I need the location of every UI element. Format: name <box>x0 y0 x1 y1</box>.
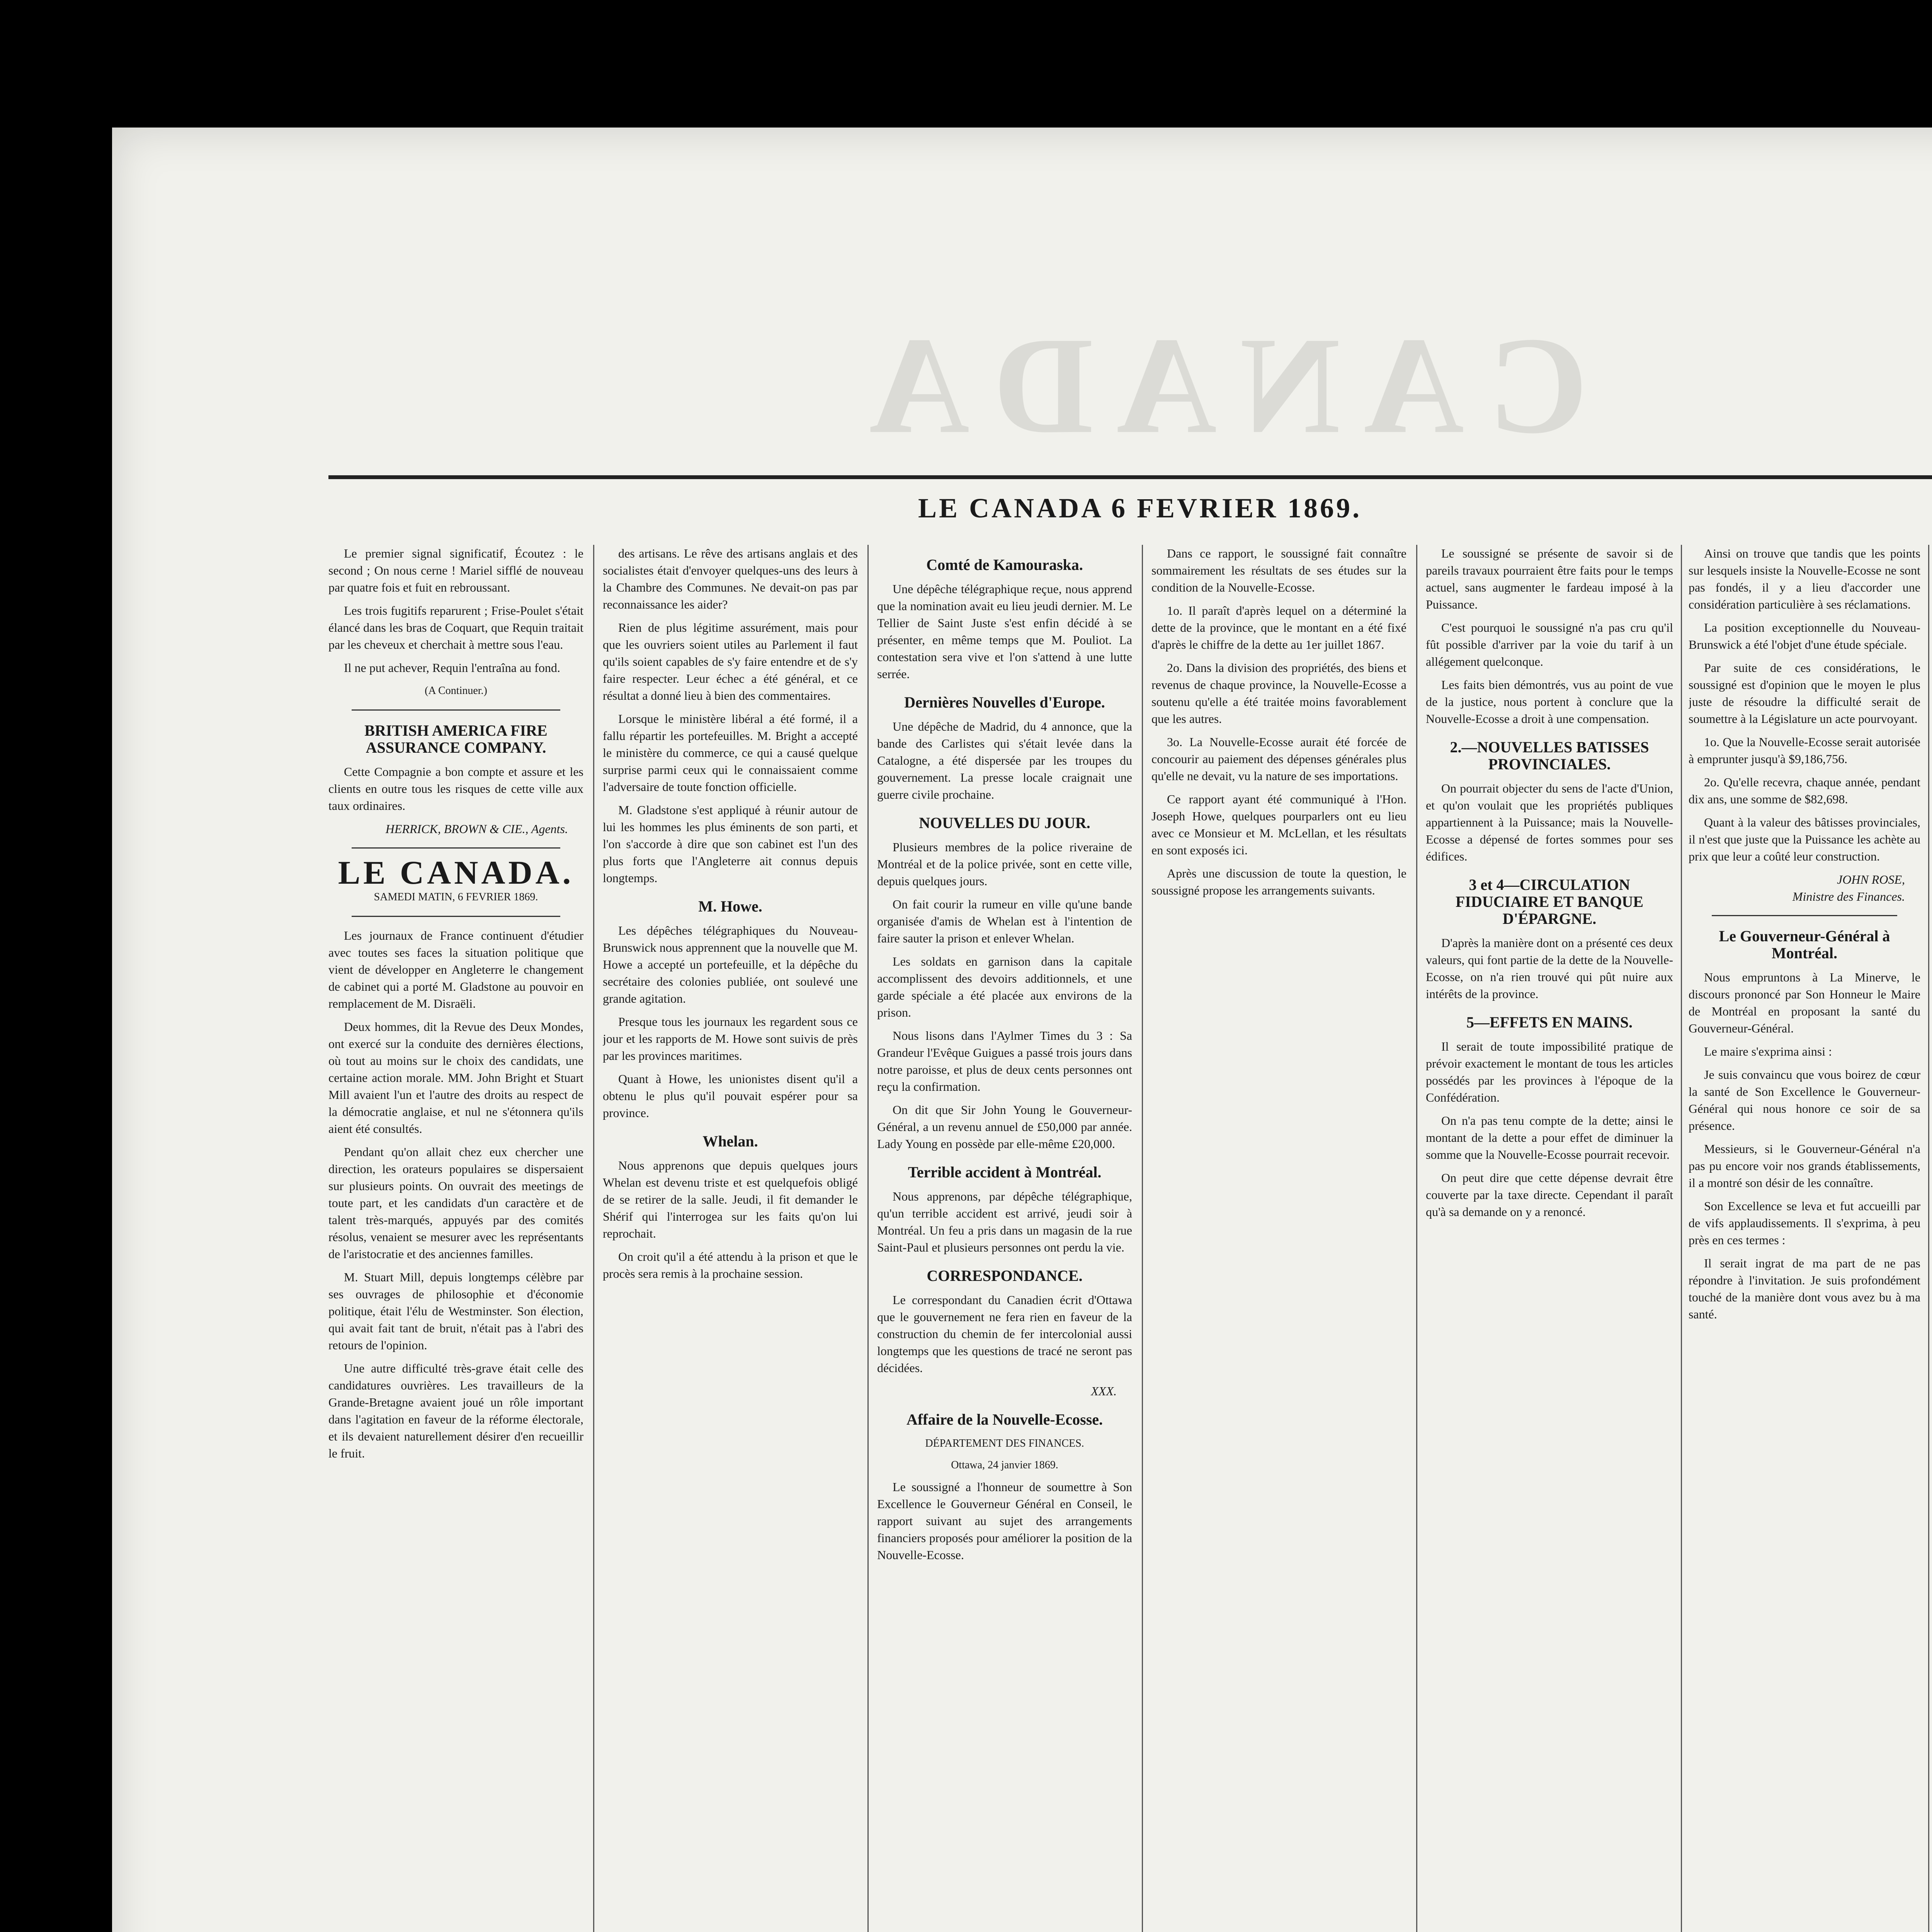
column-rule <box>593 545 594 1932</box>
paragraph: Les soldats en garnison dans la capitale accomplissent des devoirs additionnels, et une garde spéciale a été placée aux environs de la prison. <box>877 954 1132 1019</box>
paragraph: Une dépêche de Madrid, du 4 annonce, que la bande des Carlistes qui s'était levée dans la Catalogne, a été dispersée par les troupes du gouvernement. La presse locale craignait une guerre civile prochaine. <box>877 719 1132 801</box>
paragraph: On n'a pas tenu compte de la dette; ainsi le montant de la dette a pour effet de diminuer la somme que la Nouvelle-Ecosse pourrait recevoir. <box>1426 1114 1673 1162</box>
section-heading: NOUVELLES DU JOUR. <box>919 814 1090 832</box>
paragraph: Ce rapport ayant été communiqué à l'Hon. Joseph Howe, quelques pourparlers ont eu lieu avec ce Monsieur et M. McLellan, et les résultats en sont exposés ici. <box>1151 792 1406 857</box>
paragraph: Le premier signal significatif, Écoutez : le second ; On nous cerne ! Mariel sifflé de nouveau par quatre fois et fuit en rebroussant. <box>328 546 583 594</box>
paragraph: Je suis convaincu que vous boirez de cœur la santé de Son Excellence le Gouverneur-Général qui nous honore ce soir de sa présence. <box>1689 1068 1920 1133</box>
column-3 <box>877 545 1132 1932</box>
paragraph: 2o. Dans la division des propriétés, des biens et revenus de chaque province, la Nouvelle-Ecosse a soutenu qu'elle a été traitée moins favorablement que les autres. <box>1151 661 1406 726</box>
paragraph: Son Excellence se leva et fut accueilli par de vifs applaudissements. Il s'exprima, à peu près en ces termes : <box>1689 1199 1920 1247</box>
paragraph: M. Gladstone s'est appliqué à réunir autour de lui les hommes les plus éminents de son parti, et l'on s'accorde à dire que son cabinet est l'un des plus forts que l'Angleterre ait connus depuis longtemps. <box>603 803 858 885</box>
column-rule <box>1142 545 1143 1932</box>
paragraph: C'est pourquoi le soussigné n'a pas cru qu'il fût possible d'arriver par la voie du tarif à un allégement quelconque. <box>1426 621 1673 668</box>
paragraph: Le soussigné se présente de savoir si de pareils travaux pourraient être faits pour le temps actuel, sans augmenter le fardeau imposé à la Puissance. <box>1426 546 1673 611</box>
newspaper-page <box>112 128 1932 1932</box>
paragraph: Ainsi on trouve que tandis que les points sur lesquels insiste la Nouvelle-Ecosse ne sont pas fondés, il y a lieu d'accorder une considération particulière à ses réclamations. <box>1689 546 1920 611</box>
section-heading: 5—EFFETS EN MAINS. <box>1466 1014 1633 1031</box>
ad-signature: HERRICK, BROWN & CIE., Agents. <box>385 822 568 836</box>
paragraph: Les faits bien démontrés, vus au point de vue de la justice, nous portent à conclure que la Nouvelle-Ecosse a droit à une compensation. <box>1426 678 1673 726</box>
paragraph: Lorsque le ministère libéral a été formé, il a fallu répartir les portefeuilles. M. Bright a accepté le ministère du commerce, ce qui a causé quelque surprise parmi ceux qui le connaissaient comme l'adversaire de toute fonction officielle. <box>603 712 858 794</box>
dateline: SAMEDI MATIN, 6 FEVRIER 1869. <box>374 891 538 903</box>
paragraph: La position exceptionnelle du Nouveau-Brunswick a été l'objet d'une étude spéciale. <box>1689 621 1920 651</box>
section-heading: 2.—NOUVELLES BATISSES PROVINCIALES. <box>1450 738 1649 773</box>
column-2 <box>603 545 858 1932</box>
department: DÉPARTEMENT DES FINANCES. <box>925 1437 1084 1449</box>
paragraph: Deux hommes, dit la Revue des Deux Mondes, ont exercé sur la conduite des dernières élections, où tout au moins sur le choix des candidats, une certaine action morale. MM. John Bright et Stuart Mill avaient l'un et l'autre des droits au respect de la démocratie anglaise, et nul ne s'étonnera qu'ils aient été consultés. <box>328 1020 583 1136</box>
paragraph: On pourrait objecter du sens de l'acte d'Union, et qu'on voulait que les propriétés publiques appartiennent à la Puissance; mais la Nouvelle-Ecosse a dépensé de fortes sommes pour ses édifices. <box>1426 781 1673 863</box>
section-heading: Comté de Kamouraska. <box>926 556 1083 573</box>
paragraph: Quant à la valeur des bâtisses provinciales, il n'est que juste que la Puissance les achète au prix que leur a coûté leur construction. <box>1689 815 1920 863</box>
ad-body: Cette Compagnie a bon compte et assure et les clients en outre tous les risques de cette ville aux taux ordinaires. <box>328 765 583 813</box>
section-heading: Affaire de la Nouvelle-Ecosse. <box>906 1411 1103 1428</box>
continued-note: (A Continuer.) <box>425 685 487 697</box>
separator <box>352 709 560 711</box>
paragraph: Rien de plus légitime assurément, mais pour que les ouvriers soient utiles au Parlement il faut qu'ils soient capables de s'y faire entendre et de s'y faire respecter. Leur échec a été général, et ce résultat a donné lieu à bien des commentaires. <box>603 621 858 702</box>
list-item: 1o. Que la Nouvelle-Ecosse serait autorisée à emprunter jusqu'à $9,186,756. <box>1689 735 1920 766</box>
paragraph: Les journaux de France continuent d'étudier avec toutes ses faces la situation politique que vient de développer en Angleterre le changement de cabinet qui a porté M. Gladstone au pouvoir en remplacement de M. Disraëli. <box>328 929 583 1010</box>
section-heading: Dernières Nouvelles d'Europe. <box>904 694 1105 711</box>
paragraph: des artisans. Le rêve des artisans anglais et des socialistes était d'envoyer quelques-uns des leurs à la Chambre des Communes. Ne devait-on pas par reconnaissance les aider? <box>603 546 858 611</box>
separator <box>352 916 560 917</box>
section-heading: Le Gouverneur-Général à Montréal. <box>1719 927 1890 962</box>
bleed-through-text: CANADA <box>846 308 1588 462</box>
separator <box>1712 915 1897 916</box>
column-1 <box>328 545 583 1932</box>
paper-title: LE CANADA. <box>338 854 574 891</box>
separator <box>352 847 560 849</box>
paragraph: Une autre difficulté très-grave était celle des candidatures ouvrières. Les travailleurs de la Grande-Bretagne avaient joué un rôle important dans l'agitation en faveur de la réforme électorale, et ils devaient naturellement désirer d'en recueillir le fruit. <box>328 1361 583 1460</box>
paragraph: Quant à Howe, les unionistes disent qu'il a obtenu le plus qu'il pouvait espérer pour sa province. <box>603 1072 858 1120</box>
signature: JOHN ROSE, <box>1837 872 1905 886</box>
paragraph: M. Stuart Mill, depuis longtemps célèbre par ses ouvrages de philosophie et d'économie politique, était l'élu de Westminster. Son élection, qui avait fait tant de bruit, n'était pas à l'abri des retours de l'opinion. <box>328 1270 583 1352</box>
signature: XXX. <box>1091 1384 1117 1398</box>
section-heading: 3 et 4—CIRCULATION FIDUCIAIRE ET BANQUE D'ÉPARGNE. <box>1455 876 1643 927</box>
section-heading-whelan: Whelan. <box>702 1133 758 1150</box>
paragraph: Une dépêche télégraphique reçue, nous apprend que la nomination avait eu lieu jeudi dernier. M. Le Tellier de Saint Juste s'est enfin décidé à se présenter, en même temps que M. Pouliot. La contestation sera vive et l'on s'attend à une lutte serrée. <box>877 582 1132 681</box>
paragraph: Le soussigné a l'honneur de soumettre à Son Excellence le Gouverneur Général en Conseil, le rapport suivant au sujet des arrangements financiers proposés pour améliorer la position de la Nouvelle-Ecosse. <box>877 1480 1132 1562</box>
column-6 <box>1689 545 1920 1932</box>
paragraph: Le maire s'exprima ainsi : <box>1704 1044 1832 1058</box>
column-rule <box>1416 545 1417 1932</box>
paragraph: Il serait ingrat de ma part de ne pas répondre à l'invitation. Je suis profondément touché de la manière dont vous avez bu à ma santé. <box>1689 1256 1920 1321</box>
column-rule <box>1928 545 1929 1932</box>
paragraph: Le correspondant du Canadien écrit d'Ottawa que le gouvernement ne fera rien en faveur de la construction du chemin de fer intercolonial aussi longtemps que les questions de tracé ne seront pas décidées. <box>877 1293 1132 1375</box>
column-rule <box>1681 545 1682 1932</box>
paragraph: Nous apprenons que depuis quelques jours Whelan est devenu triste et est quelquefois obligé de se retirer de la salle. Jeudi, il fit demander le Shérif qui l'interrogea sur les faits qu'on lui reprochait. <box>603 1158 858 1240</box>
paragraph: Presque tous les journaux les regardent sous ce jour et les rapports de M. Howe sont suivis de près par les provinces maritimes. <box>603 1015 858 1063</box>
section-heading-howe: M. Howe. <box>698 898 762 915</box>
date-line: Ottawa, 24 janvier 1869. <box>951 1459 1058 1471</box>
paragraph: Après une discussion de toute la question, le soussigné propose les arrangements suivants. <box>1151 866 1406 897</box>
paragraph: Pendant qu'on allait chez eux chercher une direction, les orateurs populaires se dispersaient sur plusieurs points. On ouvrait des meetings de toute part, et les candidats d'un caractère et de talent très-marqués, appuyés par des comités résolus, venaient se mesurer avec les représentants de l'aristocratie et des anciennes familles. <box>328 1145 583 1261</box>
paragraph: Dans ce rapport, le soussigné fait connaître sommairement les résultats de ses études sur la condition de la Nouvelle-Ecosse. <box>1151 546 1406 594</box>
paragraph: Il ne put achever, Requin l'entraîna au fond. <box>344 661 560 675</box>
column-5 <box>1426 545 1673 1932</box>
paragraph: 3o. La Nouvelle-Ecosse aurait été forcée de concourir au paiement des dépenses générales plus qu'elle ne devait, vu la nature de ses importations. <box>1151 735 1406 783</box>
list-item: 2o. Qu'elle recevra, chaque année, pendant dix ans, une somme de $82,698. <box>1689 775 1920 806</box>
column-rule <box>867 545 869 1932</box>
paragraph: D'après la manière dont on a présenté ces deux valeurs, qui font partie de la dette de la Nouvelle-Ecosse, on n'a rien trouvé qui pût nuire aux intérêts de la province. <box>1426 936 1673 1001</box>
paragraph: On croit qu'il a été attendu à la prison et que le procès sera remis à la prochaine session. <box>603 1250 858 1281</box>
masthead <box>328 475 1932 537</box>
paragraph: 1o. Il paraît d'après lequel on a déterminé la dette de la province, que le montant en a été fixé d'après le chiffre de la dette au 1er juillet 1867. <box>1151 604 1406 651</box>
section-heading: CORRESPONDANCE. <box>927 1267 1083 1284</box>
paragraph: Plusieurs membres de la police riveraine de Montréal et de la police privée, sont en cette ville, depuis quelques jours. <box>877 840 1132 888</box>
paragraph: Il serait de toute impossibilité pratique de prévoir exactement le montant de tous les articles possédés par les provinces à l'époque de la Confédération. <box>1426 1039 1673 1104</box>
paragraph: On peut dire que cette dépense devrait être couverte par la taxe directe. Cependant il paraît qu'à sa demande on y a renoncé. <box>1426 1171 1673 1219</box>
paragraph: Les trois fugitifs reparurent ; Frise-Poulet s'était élancé dans les bras de Coquart, que Requin traitait par les cheveux et cherchait à mettre sous l'eau. <box>328 604 583 651</box>
column-4 <box>1151 545 1406 1932</box>
paragraph: On fait courir la rumeur en ville qu'une bande organisée d'amis de Whelan est à l'intention de faire sauter la prison et enlever Whelan. <box>877 897 1132 945</box>
paragraph: Les dépêches télégraphiques du Nouveau-Brunswick nous apprennent que la nouvelle que M. Howe a accepté un portefeuille, et la dépêche du secrétaire des colonies publiée, ont soulevé une grande agitation. <box>603 923 858 1005</box>
signature-role: Ministre des Finances. <box>1792 889 1905 903</box>
paragraph: Nous lisons dans l'Aylmer Times du 3 : Sa Grandeur l'Evêque Guigues a passé trois jours dans notre paroisse, et plus de deux cents personnes ont reçu la confirmation. <box>877 1029 1132 1094</box>
section-heading: Terrible accident à Montréal. <box>908 1163 1102 1181</box>
masthead-title: LE CANADA 6 FEVRIER 1869. <box>918 492 1362 524</box>
paragraph: Par suite de ces considérations, le soussigné est d'opinion que le moyen le plus juste de résoudre la difficulté serait de soumettre à la Législature un acte pourvoyant. <box>1689 661 1920 726</box>
paragraph: On dit que Sir John Young le Gouverneur-Général, a un revenu annuel de £50,000 par année. Lady Young en possède par elle-même £20,000. <box>877 1103 1132 1151</box>
ad-title: BRITISH AMERICA FIRE ASSURANCE COMPANY. <box>364 722 548 756</box>
paragraph: Nous empruntons à La Minerve, le discours prononcé par Son Honneur le Maire de Montréal en proposant la santé du Gouverneur-Général. <box>1689 970 1920 1035</box>
paragraph: Nous apprenons, par dépêche télégraphique, qu'un terrible accident est arrivé, jeudi soir à Montréal. Un feu a pris dans un magasin de la rue Saint-Paul et plusieurs personnes ont perdu la vie. <box>877 1189 1132 1254</box>
paragraph: Messieurs, si le Gouverneur-Général n'a pas pu encore voir nos grands établissements, il a montré son désir de les connaître. <box>1689 1142 1920 1190</box>
